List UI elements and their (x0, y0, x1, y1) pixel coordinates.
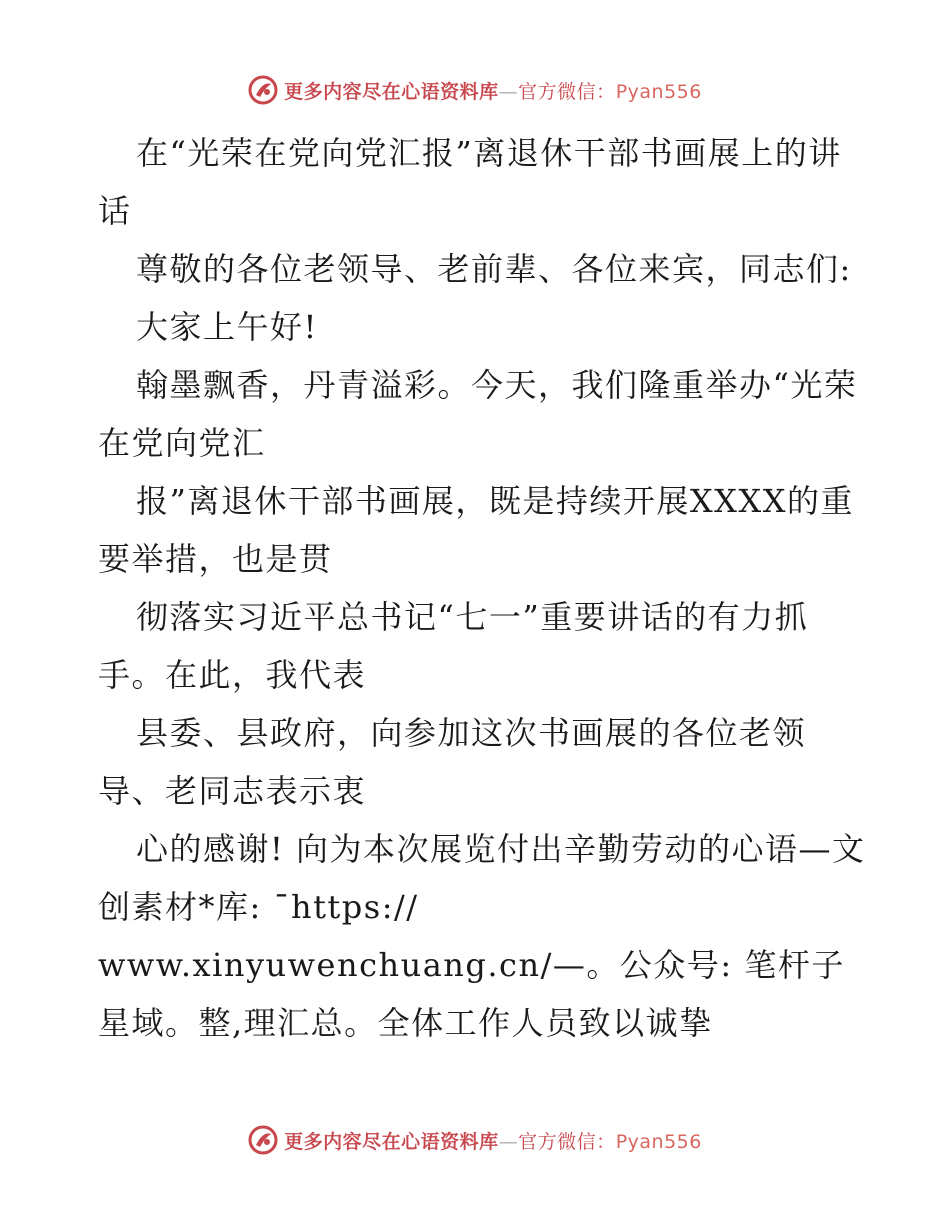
paragraph: 报”离退休干部书画展，既是持续开展XXXX的重要举措，也是贯 (98, 482, 854, 578)
paragraph: 翰墨飘香，丹青溢彩。今天，我们隆重举办“光荣在党向党汇 (98, 366, 858, 462)
brand-logo-icon (248, 75, 278, 105)
banner-tail: 官方微信： (518, 1130, 616, 1153)
paragraph: 在“光荣在党向党汇报”离退休干部书画展上的讲话 (98, 134, 842, 230)
brand-logo-icon (248, 1125, 278, 1155)
paragraph: www.xinyuwenchuang.cn/—。公众号: 笔杆子星域。整,理汇总。全体工作人员致以诚挚 (98, 946, 845, 1042)
paragraph: 尊敬的各位老领导、老前辈、各位来宾，同志们: (136, 250, 852, 288)
banner-text (284, 1127, 702, 1154)
banner-separator: — (498, 80, 519, 103)
banner-wechat-id: Pyan556 (615, 80, 702, 103)
document-body (98, 124, 868, 1052)
banner-tail: 官方微信： (518, 80, 616, 103)
paragraph: 县委、县政府，向参加这次书画展的各位老领导、老同志表示衷 (98, 714, 807, 810)
banner-lead: 更多内容尽在心语资料库 (284, 1130, 499, 1153)
banner-text (284, 77, 702, 104)
banner-wechat-id: Pyan556 (615, 1130, 702, 1153)
banner-separator: — (498, 1130, 519, 1153)
paragraph: 大家上午好! (136, 308, 318, 346)
footer-banner (0, 1118, 950, 1162)
paragraph: 彻落实习近平总书记“七一”重要讲话的有力抓手。在此，我代表 (98, 598, 809, 694)
header-banner (0, 68, 950, 112)
banner-lead: 更多内容尽在心语资料库 (284, 80, 499, 103)
paragraph: 心的感谢! 向为本次展览付出辛勤劳动的心语—文创素材*库: ¯https:// (98, 830, 866, 926)
